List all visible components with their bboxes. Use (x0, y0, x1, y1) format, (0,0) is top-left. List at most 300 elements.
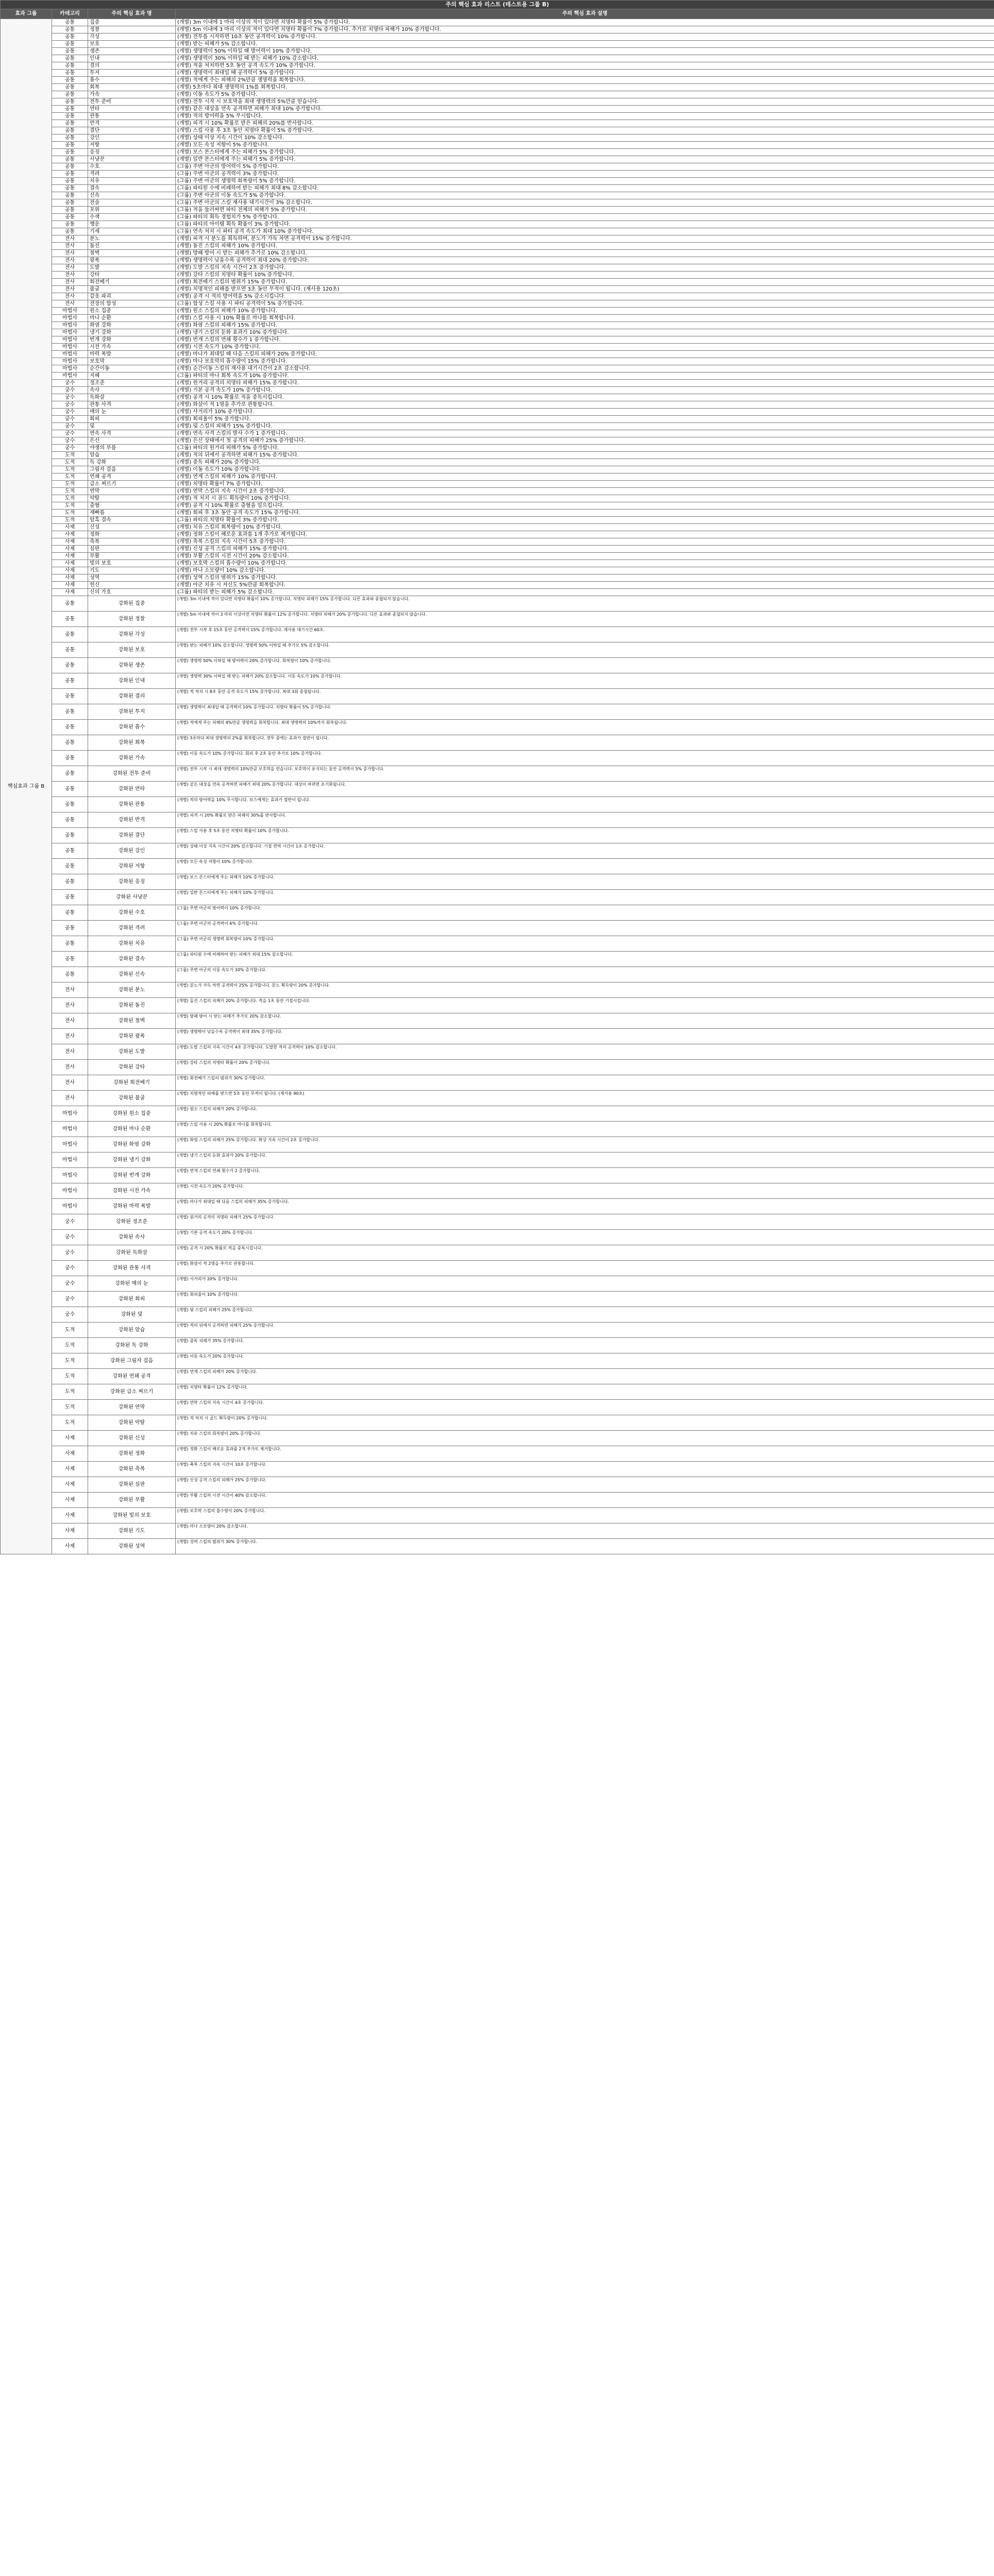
category-cell: 공통 (52, 642, 88, 658)
category-cell: 공통 (52, 214, 88, 221)
effect-name-cell: 강화된 치유 (88, 936, 176, 952)
category-cell: 공통 (52, 62, 88, 70)
category-cell: 공통 (52, 890, 88, 905)
effect-description-cell: (개별) 치명적인 피해를 받으면 5초 동안 무적이 됩니다. (재사용 90초) (176, 1091, 994, 1106)
effect-name-cell: 강화된 약탈 (88, 1415, 176, 1431)
category-cell: 궁수 (52, 416, 88, 423)
group-cell: 핵심효과 그룹 B (1, 19, 52, 1554)
table-row (1, 293, 994, 300)
category-cell: 공통 (52, 106, 88, 113)
effect-name-cell: 강화된 회전베기 (88, 1075, 176, 1091)
effect-name-cell: 전술 (88, 199, 176, 207)
table-row (1, 1415, 994, 1431)
category-cell: 전사 (52, 286, 88, 293)
category-cell: 도적 (52, 459, 88, 466)
effect-description-cell: (그룹) 파티의 아이템 획득 확률이 3% 증가합니다. (176, 221, 994, 228)
effect-name-cell: 신성 (88, 524, 176, 531)
table-row (1, 1400, 994, 1415)
effect-name-cell: 정찰 (88, 26, 176, 33)
category-cell: 도적 (52, 1353, 88, 1369)
effect-description-cell: (개별) 회전베기 스킬의 범위가 15% 증가합니다. (176, 279, 994, 286)
effect-name-cell: 관통 (88, 113, 176, 120)
table-row (1, 812, 994, 828)
effect-name-cell: 심판 (88, 546, 176, 553)
effect-description-cell: (개별) 적에게 주는 피해의 2%만큼 생명력을 회복합니다. (176, 77, 994, 84)
table-row (1, 445, 994, 452)
category-cell: 공통 (52, 91, 88, 98)
category-cell: 공통 (52, 859, 88, 874)
category-cell: 전사 (52, 272, 88, 279)
effect-name-cell: 신의 가호 (88, 589, 176, 596)
category-cell: 도적 (52, 1338, 88, 1353)
table-row (1, 315, 994, 322)
category-cell: 궁수 (52, 401, 88, 409)
table-row (1, 1106, 994, 1122)
category-cell: 전사 (52, 1013, 88, 1029)
effect-description-cell: (개별) 받는 피해가 5% 감소합니다. (176, 41, 994, 48)
effect-name-cell: 급소 찌르기 (88, 481, 176, 488)
category-cell: 전사 (52, 1060, 88, 1075)
effect-name-cell: 강화된 독화살 (88, 1245, 176, 1261)
effect-description-cell: (개별) 보스 몬스터에게 주는 피해가 5% 증가합니다. (176, 149, 994, 156)
effect-name-cell: 정조준 (88, 380, 176, 387)
table-row (1, 843, 994, 859)
effect-description-cell: (개별) 적 처치 시 골드 획득량이 10% 증가합니다. (176, 495, 994, 502)
effect-description-cell: (개별) 부활 스킬의 시전 시간이 40% 감소합니다. (176, 1493, 994, 1508)
category-cell: 사제 (52, 538, 88, 546)
effect-name-cell: 번개 강화 (88, 336, 176, 344)
effect-name-cell: 강화된 부활 (88, 1493, 176, 1508)
effect-name-cell: 강화된 마나 순환 (88, 1122, 176, 1137)
table-row (1, 286, 994, 293)
effect-name-cell: 격려 (88, 171, 176, 178)
category-cell: 마법사 (52, 329, 88, 336)
effect-description-cell: (개별) 생명력 30% 이하일 때 받는 피해가 20% 감소합니다. 이동 속도가 10% 증가합니다. (176, 673, 994, 689)
effect-description-cell: (개별) 이동 속도가 10% 증가합니다. 회피 후 2초 동안 추가로 10% 증가합니다. (176, 751, 994, 766)
effect-name-cell: 강화된 독 강화 (88, 1338, 176, 1353)
effect-description-cell: (개별) 생명력이 최대일 때 공격력이 10% 증가합니다. 치명타 확률이 5% 증가합니다. (176, 704, 994, 720)
table-row (1, 642, 994, 658)
effect-name-cell: 축복 (88, 538, 176, 546)
effect-name-cell: 독 강화 (88, 459, 176, 466)
effect-description-cell: (개별) 적 처치 시 8초 동안 공격 속도가 15% 증가합니다. 최대 3회 중첩됩니다. (176, 689, 994, 704)
category-cell: 도적 (52, 473, 88, 481)
effect-description-cell: (개별) 모든 속성 저항이 5% 증가합니다. (176, 142, 994, 149)
category-cell: 사제 (52, 1446, 88, 1462)
effect-name-cell: 연쇄 공격 (88, 473, 176, 481)
effect-description-cell: (개별) 스킬 사용 후 3초 동안 치명타 확률이 5% 증가합니다. (176, 127, 994, 134)
effect-name-cell: 강화된 반격 (88, 812, 176, 828)
effect-description-cell: (개별) 스킬 사용 시 20% 확률로 마나를 회복합니다. (176, 1122, 994, 1137)
effect-description-cell: (개별) 받는 피해가 10% 감소합니다. 생명력 50% 이하일 때 추가로 5% 감소합니다. (176, 642, 994, 658)
table-row (1, 531, 994, 538)
effect-description-cell: (개별) 마나가 최대일 때 다음 스킬의 피해가 35% 증가합니다. (176, 1199, 994, 1214)
effect-name-cell: 강화된 연쇄 공격 (88, 1369, 176, 1384)
effect-name-cell: 덫 (88, 423, 176, 430)
effect-name-cell: 집중 (88, 19, 176, 26)
effect-description-cell: (개별) 기본 공격 속도가 20% 증가합니다. (176, 1230, 994, 1245)
effect-name-cell: 강화된 격려 (88, 921, 176, 936)
effect-description-cell: (개별) 마나가 최대일 때 다음 스킬의 피해가 20% 증가합니다. (176, 351, 994, 358)
effect-name-cell: 강화된 시전 가속 (88, 1183, 176, 1199)
table-row (1, 689, 994, 704)
effect-name-cell: 강화된 빛의 보호 (88, 1508, 176, 1523)
table-row (1, 502, 994, 510)
effect-description-cell: (개별) 생명력이 50% 이하일 때 방어력이 10% 증가합니다. (176, 48, 994, 55)
category-cell: 궁수 (52, 387, 88, 394)
category-cell: 공통 (52, 142, 88, 149)
category-cell: 전사 (52, 279, 88, 286)
effect-description-cell: (개별) 피격 시 분노를 획득하며, 분노가 가득 차면 공격력이 15% 증가합니다. (176, 235, 994, 243)
effect-name-cell: 강화된 돌진 (88, 998, 176, 1013)
category-cell: 전사 (52, 235, 88, 243)
effect-name-cell: 생존 (88, 48, 176, 55)
category-cell: 마법사 (52, 1168, 88, 1183)
effect-name-cell: 수호 (88, 163, 176, 171)
table-row (1, 1539, 994, 1554)
effect-name-cell: 신속 (88, 192, 176, 199)
effect-name-cell: 강화된 신속 (88, 967, 176, 982)
table-row (1, 437, 994, 445)
effect-name-cell: 관통 사격 (88, 401, 176, 409)
effect-name-cell: 독화살 (88, 394, 176, 401)
effect-description-cell: (개별) 화살이 적 2명을 추가로 관통합니다. (176, 1261, 994, 1276)
table-row (1, 416, 994, 423)
effect-description-cell: (개별) 냉기 스킬의 둔화 효과가 20% 증가합니다. (176, 1153, 994, 1168)
category-cell: 전사 (52, 250, 88, 257)
effect-description-cell: (그룹) 연속 처치 시 파티 공격 속도가 최대 10% 증가합니다. (176, 228, 994, 235)
effect-name-cell: 연막 (88, 488, 176, 495)
category-cell: 공통 (52, 612, 88, 627)
effect-description-cell: (개별) 정화 스킬이 해로운 효과를 2개 추가로 제거합니다. (176, 1446, 994, 1462)
category-cell: 사제 (52, 1462, 88, 1477)
effect-description-cell: (개별) 스킬 사용 후 5초 동안 치명타 확률이 10% 증가합니다. (176, 828, 994, 843)
table-row (1, 1122, 994, 1137)
table-row (1, 1137, 994, 1153)
table-row (1, 874, 994, 890)
table-row (1, 365, 994, 372)
category-cell: 전사 (52, 1075, 88, 1091)
table-row (1, 1183, 994, 1199)
table-row (1, 890, 994, 905)
category-cell: 공통 (52, 199, 88, 207)
effect-description-cell: (개별) 전투를 시작하면 10초 동안 공격력이 10% 증가합니다. (176, 33, 994, 41)
table-row (1, 199, 994, 207)
effect-name-cell: 강화된 축복 (88, 1462, 176, 1477)
table-row (1, 98, 994, 106)
effect-name-cell: 강화된 강타 (88, 1060, 176, 1075)
table-row (1, 1477, 994, 1493)
effect-description-cell: (개별) 연속 사격 스킬의 발사 수가 1 증가합니다. (176, 430, 994, 437)
table-row (1, 567, 994, 574)
effect-description-cell: (개별) 생명력 50% 이하일 때 방어력이 20% 증가합니다. 회복량이 10% 증가합니다. (176, 658, 994, 673)
effect-name-cell: 흡수 (88, 77, 176, 84)
table-row (1, 214, 994, 221)
effect-name-cell: 강화된 암습 (88, 1323, 176, 1338)
category-cell: 궁수 (52, 1292, 88, 1307)
effect-name-cell: 반격 (88, 120, 176, 127)
table-row (1, 19, 994, 26)
category-cell: 사제 (52, 1508, 88, 1523)
table-row (1, 322, 994, 329)
effect-description-cell: (개별) 공격 시 적의 방어력을 5% 감소시킵니다. (176, 293, 994, 300)
effect-description-cell: (개별) 상태 이상 지속 시간이 20% 감소합니다. 기절 면역 시간이 1초 증가합니다. (176, 843, 994, 859)
table-row (1, 704, 994, 720)
category-cell: 전사 (52, 293, 88, 300)
effect-name-cell: 강화된 냉기 강화 (88, 1153, 176, 1168)
table-row (1, 766, 994, 782)
category-cell: 공통 (52, 26, 88, 33)
effect-description-cell: (개별) 회피 후 3초 동안 공격 속도가 15% 증가합니다. (176, 510, 994, 517)
category-cell: 공통 (52, 41, 88, 48)
category-cell: 도적 (52, 1384, 88, 1400)
table-row (1, 221, 994, 228)
effect-description-cell: (개별) 축복 스킬의 지속 시간이 5초 증가합니다. (176, 538, 994, 546)
category-cell: 공통 (52, 627, 88, 642)
category-cell: 전사 (52, 264, 88, 272)
category-cell: 도적 (52, 452, 88, 459)
effect-table-body (1, 19, 994, 1554)
effect-description-cell: (개별) 치명적인 피해를 받으면 3초 동안 무적이 됩니다. (재사용 120초) (176, 286, 994, 293)
category-cell: 공통 (52, 127, 88, 134)
table-row (1, 409, 994, 416)
category-cell: 사제 (52, 524, 88, 531)
category-cell: 궁수 (52, 1245, 88, 1261)
table-row (1, 1338, 994, 1353)
table-row (1, 372, 994, 380)
table-row (1, 936, 994, 952)
effect-name-cell: 강화된 불굴 (88, 1091, 176, 1106)
effect-name-cell: 강화된 생존 (88, 658, 176, 673)
effect-description-cell: (개별) 생명력이 낮을수록 공격력이 최대 35% 증가합니다. (176, 1029, 994, 1044)
category-cell: 사제 (52, 589, 88, 596)
effect-name-cell: 강화된 화염 강화 (88, 1137, 176, 1153)
effect-description-cell: (개별) 공격 시 20% 확률로 적을 중독시킵니다. (176, 1245, 994, 1261)
effect-description-cell: (그룹) 파티의 치명타 확률이 3% 증가합니다. (176, 517, 994, 524)
effect-description-cell: (개별) 성역 스킬의 범위가 30% 증가합니다. (176, 1539, 994, 1554)
table-row (1, 55, 994, 62)
effect-description-cell: (개별) 보호막 스킬의 흡수량이 20% 증가합니다. (176, 1508, 994, 1523)
effect-name-cell: 투지 (88, 70, 176, 77)
effect-description-cell: (그룹) 주변 아군의 스킬 재사용 대기시간이 3% 감소합니다. (176, 199, 994, 207)
effect-description-cell: (그룹) 주변 아군의 공격력이 6% 증가합니다. (176, 921, 994, 936)
effect-name-cell: 마력 폭발 (88, 351, 176, 358)
effect-description-cell: (개별) 생명력이 최대일 때 공격력이 5% 증가합니다. (176, 70, 994, 77)
table-row (1, 243, 994, 250)
effect-description-cell: (개별) 일반 몬스터에게 주는 피해가 10% 증가합니다. (176, 890, 994, 905)
table-row (1, 735, 994, 751)
category-cell: 궁수 (52, 430, 88, 437)
effect-name-cell: 강화된 결속 (88, 952, 176, 967)
effect-description-cell: (개별) 회전베기 스킬의 범위가 30% 증가합니다. (176, 1075, 994, 1091)
effect-name-cell: 전장의 함성 (88, 300, 176, 308)
category-cell: 궁수 (52, 1276, 88, 1292)
effect-name-cell: 강화된 관통 (88, 797, 176, 812)
category-cell: 공통 (52, 178, 88, 185)
effect-name-cell: 회전베기 (88, 279, 176, 286)
category-cell: 공통 (52, 952, 88, 967)
table-row (1, 156, 994, 163)
table-row (1, 1462, 994, 1477)
effect-description-cell: (개별) 은신 상태에서 첫 공격의 피해가 25% 증가합니다. (176, 437, 994, 445)
effect-description-cell: (개별) 적의 방어력을 10% 무시합니다. 보스에게는 효과가 절반이 됩니다. (176, 797, 994, 812)
effect-name-cell: 그림자 걸음 (88, 466, 176, 473)
category-cell: 마법사 (52, 372, 88, 380)
table-row (1, 1153, 994, 1168)
effect-name-cell: 도발 (88, 264, 176, 272)
category-cell: 전사 (52, 982, 88, 998)
effect-description-cell: (개별) 덫 스킬의 피해가 15% 증가합니다. (176, 423, 994, 430)
category-cell: 전사 (52, 1044, 88, 1060)
category-cell: 공통 (52, 48, 88, 55)
table-row (1, 358, 994, 365)
category-cell: 공통 (52, 55, 88, 62)
category-cell: 공통 (52, 207, 88, 214)
effect-name-cell: 순간이동 (88, 365, 176, 372)
effect-description-cell: (개별) 같은 대상을 연속 공격하면 피해가 최대 10% 증가합니다. (176, 106, 994, 113)
table-row (1, 106, 994, 113)
table-row (1, 1431, 994, 1446)
effect-description-cell: (개별) 화살이 적 1명을 추가로 관통합니다. (176, 401, 994, 409)
effect-name-cell: 강화된 도발 (88, 1044, 176, 1060)
table-row (1, 1384, 994, 1400)
category-cell: 마법사 (52, 344, 88, 351)
effect-name-cell: 강화된 마력 폭발 (88, 1199, 176, 1214)
effect-description-cell: (개별) 치명타 확률이 12% 증가합니다. (176, 1384, 994, 1400)
effect-name-cell: 강화된 기도 (88, 1523, 176, 1539)
category-cell: 도적 (52, 495, 88, 502)
table-row (1, 33, 994, 41)
effect-name-cell: 강화된 보호 (88, 642, 176, 658)
category-cell: 공통 (52, 77, 88, 84)
effect-description-cell: (개별) 5m 이내에 3 마리 이상의 적이 있다면 치명타 확률이 7% 증가합니다. 추가로 치명타 피해가 10% 증가합니다. (176, 26, 994, 33)
category-cell: 마법사 (52, 358, 88, 365)
category-cell: 궁수 (52, 409, 88, 416)
table-row (1, 612, 994, 627)
effect-description-cell: (그룹) 파티원 수에 비례하여 받는 피해가 최대 15% 감소합니다. (176, 952, 994, 967)
effect-name-cell: 강화된 회피 (88, 1292, 176, 1307)
effect-description-cell: (개별) 이동 속도가 10% 증가합니다. (176, 466, 994, 473)
effect-description-cell: (개별) 원거리 공격의 치명타 피해가 25% 증가합니다. (176, 1214, 994, 1230)
effect-description-cell: (그룹) 주변 아군의 공격력이 3% 증가합니다. (176, 171, 994, 178)
effect-description-cell: (개별) 5m 이내에 적이 3 마리 이상이면 치명타 확률이 12% 증가합니다. 치명타 피해가 20% 증가합니다. 다른 효과와 중첩되지 않습니다. (176, 612, 994, 627)
category-cell: 공통 (52, 874, 88, 890)
effect-description-cell: (개별) 전투 시작 시 보호막을 최대 생명력의 5%만큼 얻습니다. (176, 98, 994, 106)
table-row (1, 394, 994, 401)
table-row (1, 1508, 994, 1523)
effect-description-cell: (그룹) 파티의 원거리 피해가 5% 증가합니다. (176, 445, 994, 452)
effect-name-cell: 강화된 광폭 (88, 1029, 176, 1044)
effect-name-cell: 강화된 결단 (88, 828, 176, 843)
effect-name-cell: 암습 (88, 452, 176, 459)
effect-description-cell: (그룹) 주변 아군의 이동 속도가 10% 증가합니다. (176, 967, 994, 982)
category-cell: 사제 (52, 560, 88, 567)
effect-name-cell: 강화된 속사 (88, 1230, 176, 1245)
category-cell: 공통 (52, 84, 88, 91)
category-cell: 마법사 (52, 336, 88, 344)
effect-name-cell: 은신 (88, 437, 176, 445)
effect-name-cell: 강화된 심판 (88, 1477, 176, 1493)
effect-name-cell: 강화된 수호 (88, 905, 176, 921)
effect-description-cell: (개별) 이동 속도가 5% 증가합니다. (176, 91, 994, 98)
category-cell: 마법사 (52, 365, 88, 372)
category-cell: 공통 (52, 720, 88, 735)
effect-name-cell: 냉기 강화 (88, 329, 176, 336)
table-row (1, 627, 994, 642)
effect-name-cell: 강화된 철벽 (88, 1013, 176, 1029)
table-row (1, 495, 994, 502)
table-row (1, 982, 994, 998)
table-row (1, 300, 994, 308)
effect-description-cell: (개별) 도발 스킬의 지속 시간이 2초 증가합니다. (176, 264, 994, 272)
table-row (1, 1523, 994, 1539)
category-cell: 공통 (52, 828, 88, 843)
category-cell: 궁수 (52, 1230, 88, 1245)
table-row (1, 142, 994, 149)
effect-description-cell: (개별) 기본 공격 속도가 10% 증가합니다. (176, 387, 994, 394)
table-row (1, 171, 994, 178)
table-row (1, 466, 994, 473)
category-cell: 공통 (52, 596, 88, 612)
effect-description-cell: (개별) 사거리가 10% 증가합니다. (176, 409, 994, 416)
effect-name-cell: 강화된 저항 (88, 859, 176, 874)
effect-name-cell: 강화된 결의 (88, 689, 176, 704)
table-row (1, 589, 994, 596)
table-row (1, 257, 994, 264)
category-cell: 사제 (52, 567, 88, 574)
effect-name-cell: 강화된 집중 (88, 596, 176, 612)
effect-description-cell: (그룹) 파티의 획득 경험치가 5% 증가합니다. (176, 214, 994, 221)
table-row (1, 70, 994, 77)
effect-name-cell: 치유 (88, 178, 176, 185)
effect-name-cell: 연속 사격 (88, 430, 176, 437)
effect-description-cell: (개별) 이동 속도가 20% 증가합니다. (176, 1353, 994, 1369)
effect-name-cell: 강화된 인내 (88, 673, 176, 689)
effect-name-cell: 강화된 회복 (88, 735, 176, 751)
table-row (1, 658, 994, 673)
effect-description-cell: (개별) 원거리 공격의 치명타 피해가 15% 증가합니다. (176, 380, 994, 387)
effect-description-cell: (개별) 연막 스킬의 지속 시간이 2초 증가합니다. (176, 488, 994, 495)
effect-name-cell: 결의 (88, 62, 176, 70)
effect-name-cell: 시전 가속 (88, 344, 176, 351)
effect-description-cell: (개별) 스킬 사용 시 10% 확률로 마나를 회복합니다. (176, 315, 994, 322)
effect-description-cell: (개별) 번개 스킬의 연쇄 횟수가 2 증가합니다. (176, 1168, 994, 1183)
category-cell: 사제 (52, 1493, 88, 1508)
effect-description-cell: (그룹) 주변 아군의 방어력이 10% 증가합니다. (176, 905, 994, 921)
category-cell: 도적 (52, 1415, 88, 1431)
effect-description-cell: (개별) 적에게 주는 피해의 4%만큼 생명력을 회복합니다. 최대 생명력의 10%까지 회복됩니다. (176, 720, 994, 735)
table-row (1, 84, 994, 91)
category-cell: 전사 (52, 1029, 88, 1044)
effect-name-cell: 강화된 그림자 걸음 (88, 1353, 176, 1369)
category-cell: 전사 (52, 1091, 88, 1106)
effect-description-cell: (개별) 같은 대상을 연속 공격하면 피해가 최대 20% 증가합니다. 대상이 바뀌면 초기화됩니다. (176, 782, 994, 797)
table-row (1, 423, 994, 430)
effect-description-cell: (개별) 돌진 스킬의 피해가 20% 증가합니다. 적을 1초 동안 기절시킵니다. (176, 998, 994, 1013)
effect-name-cell: 재빠름 (88, 510, 176, 517)
effect-name-cell: 돌진 (88, 243, 176, 250)
table-row (1, 387, 994, 394)
effect-name-cell: 강화된 원소 집중 (88, 1106, 176, 1122)
effect-name-cell: 강화된 전투 준비 (88, 766, 176, 782)
table-row (1, 308, 994, 315)
table-row (1, 905, 994, 921)
table-row (1, 481, 994, 488)
effect-description-cell: (개별) 강타 스킬의 치명타 확률이 20% 증가합니다. (176, 1060, 994, 1075)
category-cell: 마법사 (52, 1122, 88, 1137)
effect-description-cell: (개별) 마나 보호막의 흡수량이 15% 증가합니다. (176, 358, 994, 365)
category-cell: 도적 (52, 488, 88, 495)
